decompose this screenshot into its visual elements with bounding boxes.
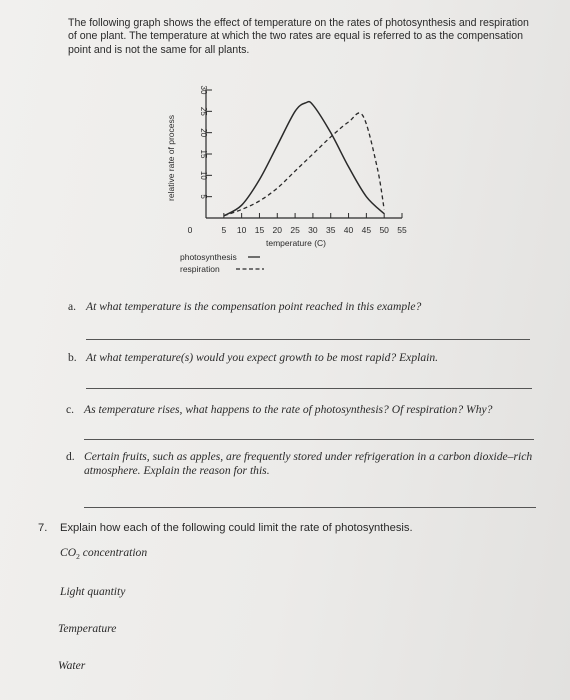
series-line-photosynthesis [224,102,384,216]
rate-vs-temperature-chart [150,80,420,280]
x-tick-label: 30 [308,225,318,235]
question-7-text: Explain how each of the following could limit the rate of photosynthesis. [60,522,413,534]
y-tick-label: 15 [198,149,208,159]
question-a [68,300,526,314]
x-tick-label: 50 [379,225,389,235]
intro-paragraph: The following graph shows the effect of temperature on the rates of photosynthesis and respiration of one plant. The temperature at which the two rates are equal is referred to as the compensation point and is not the same for all plants. [68,17,529,56]
question-b-letter: b. [68,351,77,364]
x-tick-label: 35 [325,225,336,235]
y-tick-label: 20 [198,128,208,138]
co2-main: CO [60,546,77,559]
item-water: Water [58,659,86,672]
x-tick-label: 20 [272,225,283,235]
question-c-text: As temperature rises, what happens to the rate of photosynthesis? Of respiration? Why? [84,403,493,416]
x-tick-label: 5 [221,225,227,235]
question-c-letter: c. [66,403,75,416]
x-tick-label: 55 [397,225,407,235]
y-tick-label: 25 [198,106,208,116]
x-tick-label: 25 [290,225,300,235]
question-a-letter: a. [68,300,77,313]
legend-label: photosynthesis [180,252,237,262]
answer-line-a[interactable] [86,339,530,340]
x-tick-label: 45 [361,225,372,235]
y-tick-label: 5 [198,194,208,199]
question-c [66,403,534,417]
answer-line-b[interactable] [86,388,532,389]
question-a-text: At what temperature is the compensation point reached in this example? [86,300,422,313]
item-light-quantity: Light quantity [60,585,126,598]
item-co2-concentration [60,546,147,559]
x-axis-label: temperature (C) [266,238,326,248]
item-temperature: Temperature [58,622,117,635]
x-tick-label: 40 [343,225,354,235]
co2-subscript: 2 [76,552,80,561]
question-d-text: Certain fruits, such as apples, are frequently stored under refrigeration in a carbon dioxide–rich atmosphere. Explain the reason for this. [84,450,533,477]
answer-line-c[interactable] [84,439,534,440]
answer-line-d[interactable] [84,507,536,508]
question-b-text: At what temperature(s) would you expect growth to be most rapid? Explain. [86,351,439,364]
y-tick-label: 30 [198,85,208,95]
question-7-number: 7. [38,522,48,534]
co2-rest: concentration [79,546,148,559]
y-tick-label: 10 [198,170,208,180]
series-line-respiration [224,113,384,216]
question-d [66,450,540,478]
x-tick-label: 10 [236,225,247,235]
question-b [68,351,526,365]
y-axis-label: relative rate of process [166,115,176,201]
question-d-letter: d. [66,450,75,463]
x-tick-label: 0 [187,225,193,235]
legend-label: respiration [180,264,220,274]
x-tick-label: 15 [254,225,265,235]
